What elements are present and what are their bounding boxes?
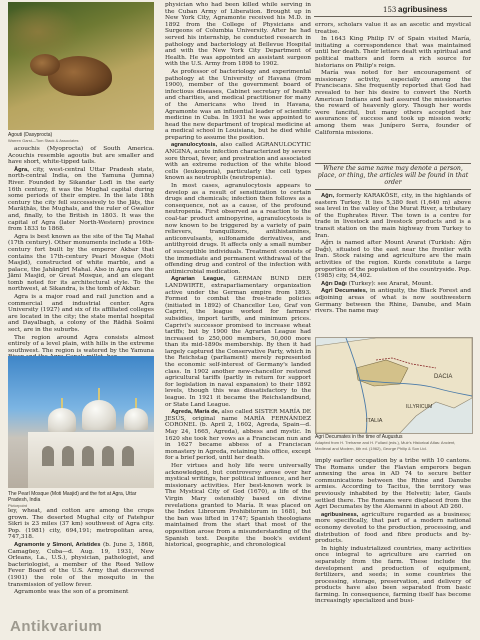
paragraph bbox=[315, 288, 471, 314]
map-label-dacia: DACIA bbox=[434, 374, 453, 380]
entry-headword: agribusiness, bbox=[321, 511, 359, 518]
entry-text: in antiquity, the Black Forest and adjoining areas of what is now southwestern Germany between the Rhine, Danube, and Main rivers. The name may bbox=[315, 288, 471, 315]
cross-reference-note: Where the same name may denote a person, place, or thing, the articles will be found in that order bbox=[317, 165, 469, 187]
entry-text: Her virtues and holy life were universally acknowledged, but controversy arose over her mystical writings, her political influence, and her missionary activities. Her best-known work is The Mystical City of God (1670), a life of the Virgin Mary ostensibly based on divine revelations granted to María. It was placed on the Index Librorum Prohibitorum in 1681, but the ban was lifted in 1747; Spanish theologians maintained from the start that most of the opposition arose from a misunderstanding of the Spanish text. Despite the book's evident historical, geographic, and chronological bbox=[165, 462, 311, 549]
pearl-caption-block bbox=[8, 491, 154, 509]
paragraph bbox=[315, 281, 471, 288]
paragraph bbox=[165, 2, 311, 68]
dome-shape bbox=[124, 408, 148, 430]
dome-shape bbox=[82, 400, 116, 430]
paragraph bbox=[8, 167, 154, 233]
column-3-bottom bbox=[315, 458, 471, 640]
paragraph bbox=[165, 142, 311, 182]
entry-text: Ağrı is named after Mount Ararat (Turkish: Ağrı Dağı), situated to the east near the frontier with Iran. Stock raising and agriculture are the main activities of the region. Kurds constitute a large proportion of the population of the countryside. Pop. (1985) city, 54,402. bbox=[315, 240, 471, 280]
paragraph bbox=[165, 183, 311, 275]
dome-shape bbox=[48, 408, 76, 432]
entry-headword: agranulocytosis, bbox=[171, 142, 218, 149]
paragraph bbox=[165, 69, 311, 142]
entry-text: In 1643 King Philip IV of Spain visited María, initiating a correspondence that was maintained until her death. Their letters dealt with spiritual and political matters and form a rich source for historians on Philip's reign. bbox=[315, 36, 471, 69]
agouti-photo bbox=[8, 2, 154, 130]
paragraph bbox=[315, 36, 471, 69]
entry-text: María was noted for her encouragement of missionary activity, especially among the Franciscans. She frequently reported that God had revealed to her his desire to convert the North American Indians and had assured the missionaries the reward of heavenly glory. Though her words were fanciful, but many others accepted her assurances of success and took up mission work; among them was Junípero Serra, founder of California missions. bbox=[315, 70, 471, 136]
entry-text: also called AGRANULOCYTIC ANGINA, acute infection characterized by severe sore throat, fever, and prostration and associated with an extreme reduction of the white blood cells (leukopenia), particularly the cell types known as neutrophils (neutropenia). bbox=[165, 142, 311, 182]
pearl-mosque-caption: The Pearl Mosque (Moti Masjid) and the fort at Agra, Uttar Pradesh, India bbox=[8, 491, 137, 503]
arch-shape bbox=[42, 446, 54, 466]
paragraph bbox=[8, 234, 154, 293]
agri-decumates-map bbox=[315, 337, 473, 434]
map-credit: Adapted from H. Treharne and H. Fullard (eds.), Muir's Historical Atlas: Ancient, Medieval and Modern, 6th ed. (1962), George Philip & Son Ltd. bbox=[315, 440, 456, 451]
column-2 bbox=[165, 2, 311, 640]
paragraph bbox=[8, 508, 154, 541]
entry-text: Agramonte was the son of a prominent bbox=[14, 589, 129, 596]
watermark-text: Antikvarium bbox=[10, 618, 103, 635]
paragraph bbox=[165, 409, 311, 462]
header-rule bbox=[314, 16, 472, 17]
entry-headword: Ağrı Dağı bbox=[321, 280, 347, 287]
entry-headword: Agri Decumates, bbox=[321, 288, 368, 295]
entry-text: formerly KARAKÖSE, city, in the highlands of eastern Turkey. It lies 5,380 feet (1,640 m) above sea level in the valley of the Murat River, a tributary of the Euphrates River. The town is a centre for trade in livestock and livestock products and is a transit station on the main highway from Turkey to Iran. bbox=[315, 193, 471, 239]
entry-headword: Agreda, María de, bbox=[171, 409, 220, 416]
paragraph bbox=[8, 589, 154, 596]
paragraph bbox=[315, 22, 471, 35]
entry-text: The region around Agra consists almost entirely of a level plain, with hills in the extreme southwest. The region is watered by the Yamuna bbox=[8, 334, 154, 354]
agouti-credit: Warren Garst—Tom Stack & Associates bbox=[8, 138, 79, 143]
agouti-caption: Agouti (Dasyprocta) bbox=[8, 132, 53, 138]
entry-text: Agra is a major road and rail junction and a commercial and industrial center. Agra University (1927) and six of its affiliated colleges are located in the city; the state mental hospital and Dayalbagh, a colony of the Rādhā Soāmi sect, are in the suburbs. bbox=[8, 294, 154, 334]
paragraph bbox=[315, 546, 471, 605]
paragraph bbox=[315, 193, 471, 239]
entry-headword: Agramonte y Simoni, Arístides bbox=[14, 541, 101, 548]
paragraph bbox=[315, 70, 471, 136]
agouti-caption-block bbox=[8, 132, 154, 144]
arch-shape bbox=[62, 446, 74, 466]
paragraph bbox=[315, 512, 471, 545]
paragraph bbox=[315, 458, 471, 511]
entry-text: GERMAN BUND DER LANDWIRTE, extraparliamentary organization active under the German empire from 1893. Formed to combat the free-trade policies (initiated in 1892) of Chancellor Leo, Graf von Caprivi, the league worked for farmers' subsidies, import tariffs, and minimum prices. Caprivi's successor promised to increase wheat tariffs; but by 1900 the Agrarian League had increased to 250,000 members, 50,000 more than its mid-1890s membership. By then it had largely captured the Conservative Party, which in the Reichstag (parliament) merely represented the economic self-interest of Germany's landed class. In 1902 another new-chancellor restored agricultural tariffs (partly in return for support for legislation in naval expansion) to their 1892 levels, though this was dissatisfactory to the league. In 1921 it became the Reichslandbund, or State Land League. bbox=[165, 276, 311, 408]
entry-text: imply earlier occupation by a tribe with 10 cantons. The Romans under the Flavian emperors began annexing the area in AD 74 to secure better communications between the Rhine and Danube armies. According to Tacitus, the territory was previously inhabited by the Helvetii; later, Gauls settled there. The Romans were displaced from the Agri Decumates by the Alemanni in about AD 260. bbox=[315, 458, 471, 511]
entry-text: As professor of bacteriology and experimental pathology at the University of Havana (from 1900), member of the government board of infectious diseases, Cabinet secretary of health and charities, and medical practitioner for many of the Americans who lived in Havana, Agramonte was an influential leader of scientific medicine in Cuba. In 1931 he was appointed to head the new department of tropical medicine at a medical school in Louisiana, but he died while preparing to assume the position. bbox=[165, 68, 311, 141]
pearl-mosque-photo bbox=[8, 356, 154, 488]
entry-headword: Āgra, bbox=[14, 166, 29, 173]
paragraph bbox=[8, 294, 154, 334]
column-3-top bbox=[315, 22, 471, 162]
arch-shape bbox=[82, 446, 94, 466]
paragraph bbox=[165, 463, 311, 549]
map-label-italia: ITALIA bbox=[366, 418, 383, 424]
page-number: 153 bbox=[383, 6, 397, 14]
entry-text: ley, wheat, and cotton are among the crops grown. The deserted Mughal city of Fatehpur Sikri is 23 miles (37 km) southwest of Agra city. Pop. (1981) city, 694,191; metropolitan area, 747,318. bbox=[8, 508, 154, 541]
entry-text: (Turkey): see Ararat, Mount. bbox=[346, 280, 433, 287]
map-graphic bbox=[316, 338, 472, 433]
arch-shape bbox=[102, 446, 114, 466]
entry-text: In highly industrialized countries, many activities once integral to agriculture are carried on separately from the farm. These include the development and production of equipment, fertilizers, and seeds; in some countries the processing, storage, preservation, and delivery of products have also been separated from basic farming. In consequence, farming itself has become increasingly specialized and busi- bbox=[315, 545, 471, 605]
entry-headword: Ağrı, bbox=[321, 193, 335, 199]
agouti-head-shape bbox=[30, 54, 60, 76]
paragraph bbox=[8, 146, 154, 166]
pearl-mosque-credit: Pictorpoint bbox=[8, 503, 27, 508]
column-3-middle bbox=[315, 193, 471, 335]
entry-text: city, west-central Uttar Pradesh state, north-central India, on the Yamuna (Jumna) River. Founded by Sikandar Lodī in the early 16th century, it was the Mughal capital during some periods of their empire. In the late 18th century the city fell successively to the Jāṭs, the Marāṭhās, the Mughals, and the ruler of Gwalior and, finally, to the British in 1803. It was the capital of Agra (later North-Western) province from 1833 to 1868. bbox=[8, 166, 154, 233]
quote-rule-top bbox=[315, 163, 471, 164]
entry-text: acouchis (Myoprocta) of South America. Acouchis resemble agoutis but are smaller and have short, white-tipped tails. bbox=[8, 146, 154, 166]
map-caption-block bbox=[315, 434, 471, 452]
entry-text: (b. June 3, 1868, Camagüey, Cuba—d. Aug. 19, 1931, New Orleans, La., U.S.), physician, pathologist, and bacteriologist, a member of the Reed Yellow Fever Board of the U.S. Army that discovered (1901) the role of the mosquito in the transmission of yellow fever. bbox=[8, 541, 154, 588]
entry-text: Agra is best known as the site of the Taj Mahal (17th century). Other monuments include a 16th-century fort built by the emperor Akbar that contains the 17th-century Pearl Mosque (Moti Masjid), constructed of white marble, and a palace, the Jahāngīrī Mahal. Also in Agra are the Jāmi Masjid, or Great Mosque, and an elegant tomb noted for its architectural style. To the northwest, at Sikandra, is the tomb of Akbar. bbox=[8, 233, 154, 293]
map-caption: Agri Decumates in the time of Augustus bbox=[315, 434, 403, 440]
entry-text: errors, scholars value it as an ascetic and mystical treatise. bbox=[315, 22, 471, 35]
paragraph bbox=[165, 276, 311, 408]
paragraph bbox=[315, 240, 471, 280]
paragraph bbox=[8, 542, 154, 588]
quote-rule-bottom bbox=[315, 189, 471, 190]
entry-text: agriculture regarded as a business; more specifically, that part of a modern national economy devoted to the production, processing, and distribution of food and fibre products and by-products. bbox=[315, 511, 471, 545]
column-1-top bbox=[8, 146, 154, 352]
entry-text: physician who had been killed while serving in the Cuban Army of Liberation. Brought up in New York City, Agramonte received his M.D. in 1892 from the College of Physicians and Surgeons of Columbia University. After he had served his internship, he conducted research in pathology and bacteriology at Bellevue Hospital and with the New York City Department of Health. He was appointed an assistant surgeon with the U.S. Army from 1898 to 1902. bbox=[165, 2, 311, 68]
running-head: agribusiness bbox=[398, 5, 448, 14]
arch-shape bbox=[122, 446, 134, 466]
entry-headword: Agrarian League, bbox=[171, 276, 225, 283]
map-label-illyricum: ILLYRICUM bbox=[406, 404, 433, 410]
entry-text: also called SISTER MARÍA DE JESÚS, original name MARÍA FERNÁNDEZ CORONEL (b. April 2, 1602, Agreda, Spain—d. May 24, 1665, Agreda), abbess and mystic. In 1620 she took her vows as a Franciscan nun and in 1627 became abbess of a Franciscan monastery in Agreda, retaining this office, except for a brief period, until her death. bbox=[165, 409, 312, 462]
entry-text: In most cases, agranulocytosis appears to develop as a result of sensitization to certain drugs and chemicals; infection then follows as a consequence, not as a cause, of the profound neutropenia. First observed as a reaction to the coal-tar product aminopyrine, agranulocytosis is now known to be triggered by a variety of pain relievers, tranquilizers, antihistamines, anticonvulsants, sulfonamide derivatives, and antithyroid drugs. It affects only a small number of susceptible individuals. Treatment consists of the immediate and permanent withdrawal of the offending drug and control of the infection with antimicrobial medication. bbox=[165, 183, 311, 275]
